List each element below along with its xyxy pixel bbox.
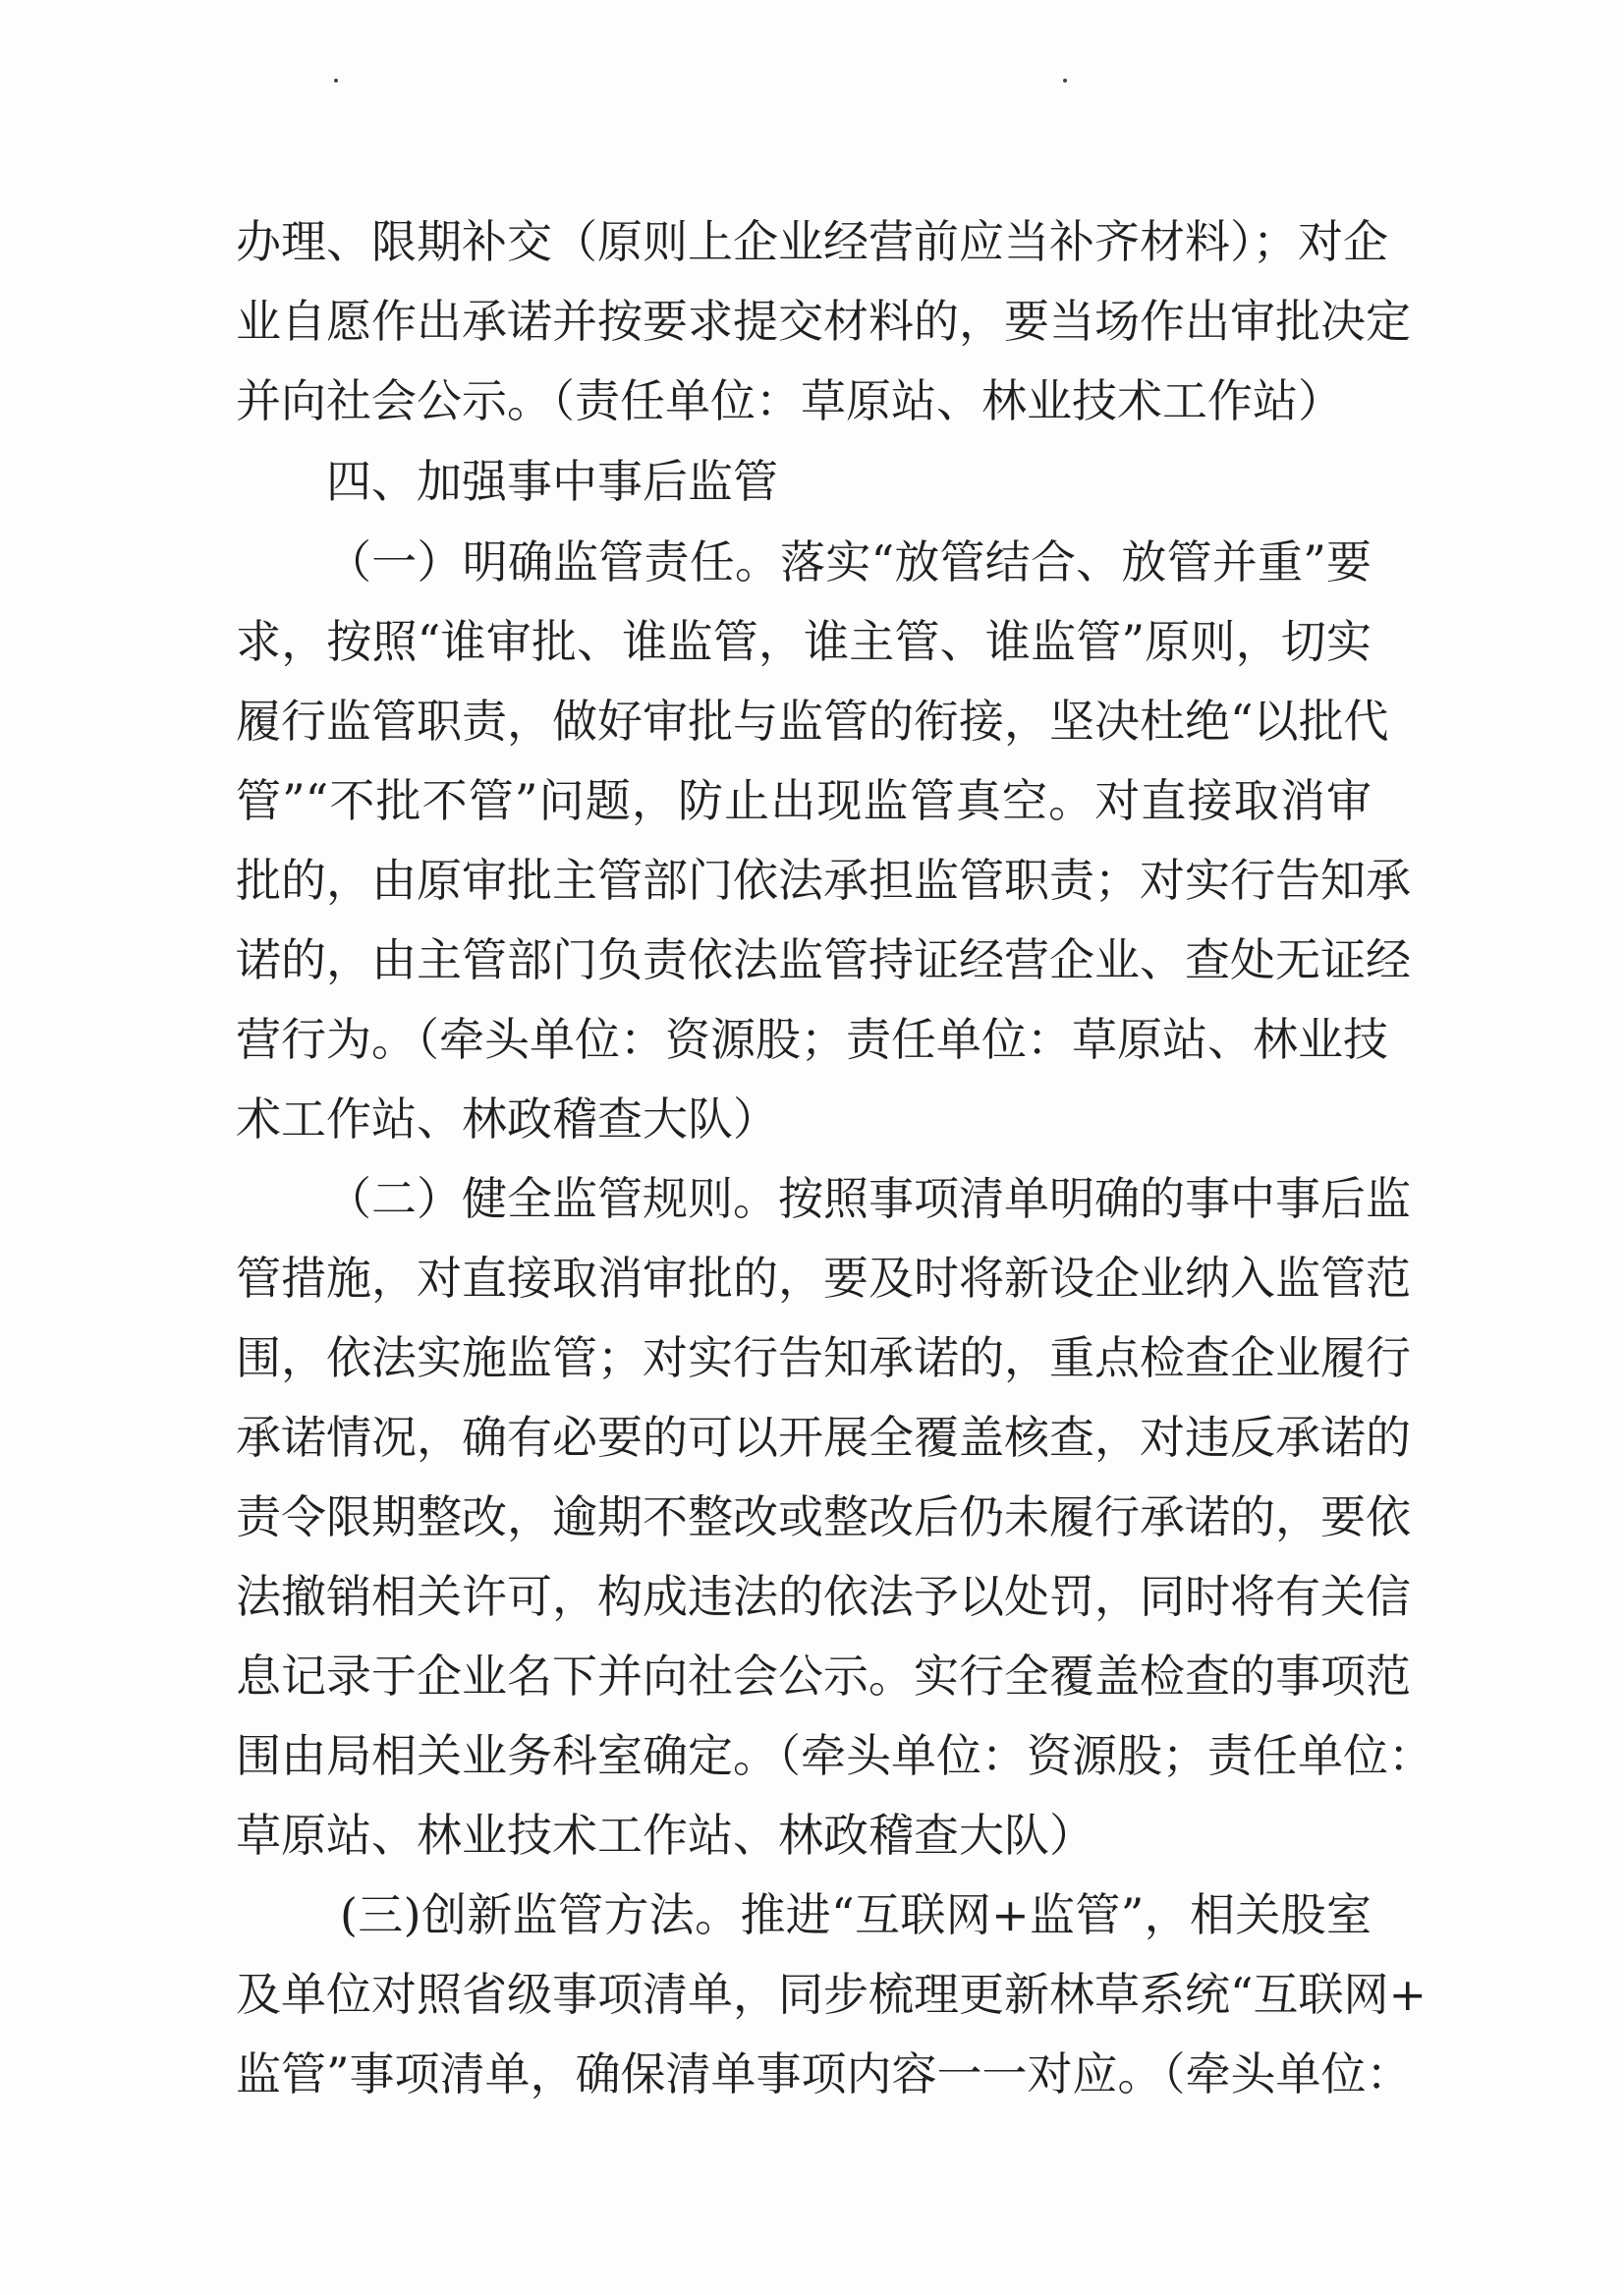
paragraph-first-line: （二）健全监管规则。按照事项清单明确的事中事后监 — [326, 1172, 1411, 1225]
paragraph-first-line: （一）明确监管责任。落实“放管结合、放管并重”要 — [326, 535, 1372, 588]
scan-speck — [334, 79, 338, 83]
body-line: 诺的，由主管部门负责依法监管持证经营企业、查处无证经 — [236, 933, 1411, 986]
paragraph-first-line: (三)创新监管方法。推进“互联网+监管”，相关股室 — [340, 1888, 1372, 1941]
body-line: 管”“不批不管”问题，防止出现监管真空。对直接取消审 — [236, 774, 1372, 827]
body-line: 术工作站、林政稽查大队） — [236, 1092, 778, 1146]
body-line: 承诺情况，确有必要的可以开展全覆盖核查，对违反承诺的 — [236, 1411, 1411, 1464]
body-line: 办理、限期补交（原则上企业经营前应当补齐材料）；对企 — [236, 215, 1388, 268]
scan-speck — [1063, 79, 1067, 83]
body-line: 监管”事项清单，确保清单事项内容一一对应。（牵头单位： — [236, 2047, 1412, 2100]
body-line: 并向社会公示。（责任单位：草原站、林业技术工作站） — [236, 374, 1343, 427]
body-line: 管措施，对直接取消审批的，要及时将新设企业纳入监管范 — [236, 1252, 1411, 1305]
body-line: 责令限期整改，逾期不整改或整改后仍未履行承诺的，要依 — [236, 1490, 1411, 1543]
body-line: 批的，由原审批主管部门依法承担监管职责；对实行告知承 — [236, 854, 1411, 907]
body-line: 求，按照“谁审批、谁监管，谁主管、谁监管”原则，切实 — [236, 615, 1372, 668]
body-line: 法撤销相关许可，构成违法的依法予以处罚，同时将有关信 — [236, 1570, 1411, 1623]
body-line: 业自愿作出承诺并按要求提交材料的，要当场作出审批决定 — [236, 295, 1411, 348]
body-line: 及单位对照省级事项清单，同步梳理更新林草系统“互联网+ — [236, 1968, 1428, 2021]
body-line: 草原站、林业技术工作站、林政稽查大队） — [236, 1809, 1094, 1862]
body-line: 息记录于企业名下并向社会公示。实行全覆盖检查的事项范 — [236, 1650, 1411, 1703]
body-line: 履行监管职责，做好审批与监管的衔接，坚决杜绝“以批代 — [236, 695, 1389, 748]
body-line: 围，依法实施监管；对实行告知承诺的，重点检查企业履行 — [236, 1331, 1411, 1384]
body-line: 营行为。（牵头单位：资源股；责任单位：草原站、林业技 — [236, 1013, 1388, 1066]
body-line: 围由局相关业务科室确定。（牵头单位：资源股；责任单位： — [236, 1729, 1433, 1782]
section-heading: 四、加强事中事后监管 — [326, 455, 778, 508]
